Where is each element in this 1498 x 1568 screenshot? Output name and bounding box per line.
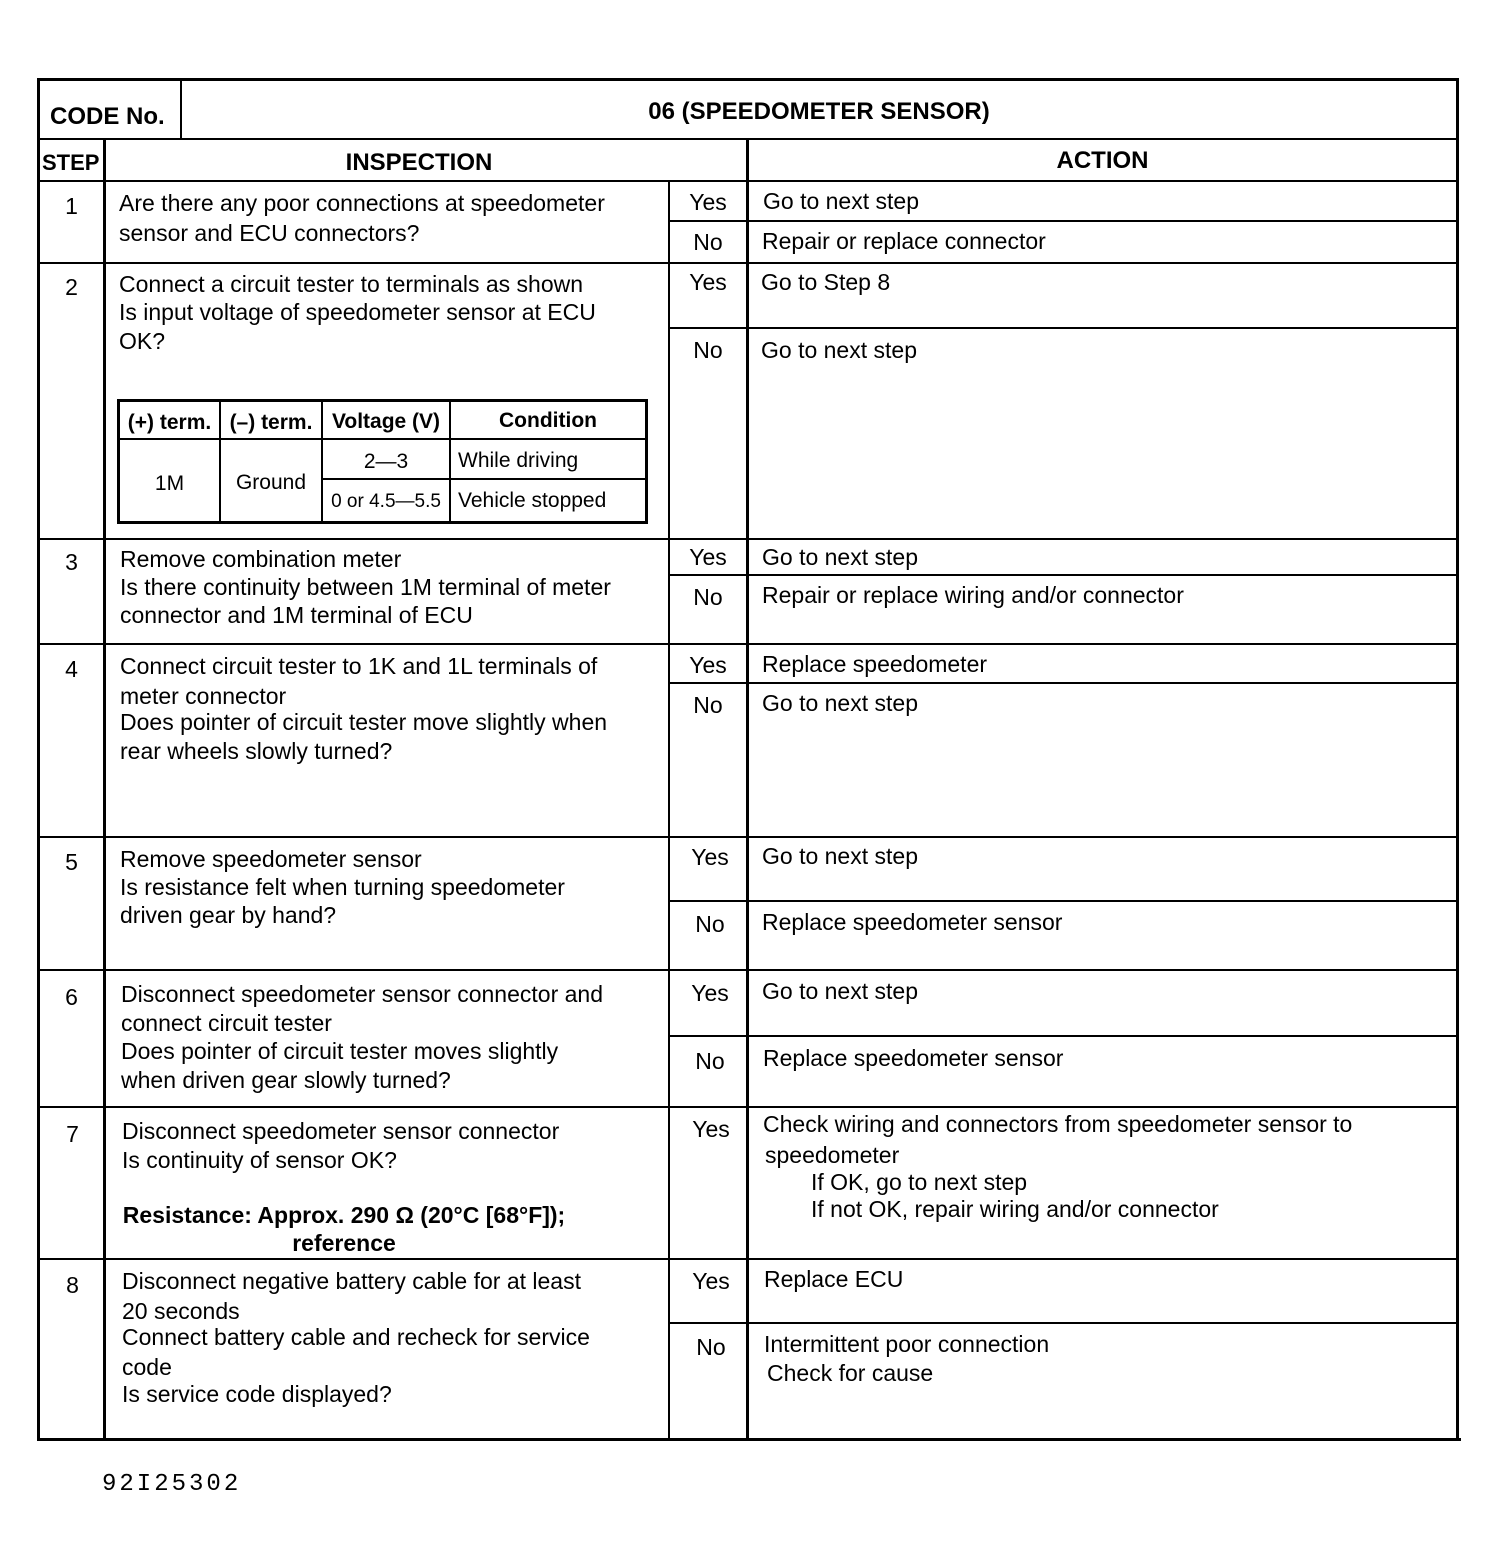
yes-label: Yes (691, 980, 729, 1006)
yes-label: Yes (689, 652, 727, 678)
step-number: 7 (66, 1121, 79, 1147)
table-header-minus: (–) term. (229, 411, 313, 434)
yes-label: Yes (689, 189, 727, 215)
step-header: STEP (42, 150, 100, 175)
no-label: No (693, 337, 723, 363)
inspection-column-line (668, 180, 670, 1439)
step-separator (37, 1106, 1458, 1108)
table-header-condition: Condition (499, 409, 597, 432)
no-action: Replace speedometer sensor (762, 909, 1063, 935)
step-number: 8 (66, 1272, 79, 1298)
yes-label: Yes (692, 1268, 730, 1294)
no-action: Repair or replace wiring and/or connector (762, 582, 1184, 608)
yes-no-separator (669, 1322, 1458, 1324)
table-condition: Vehicle stopped (458, 489, 607, 512)
code-title: 06 (SPEEDOMETER SENSOR) (648, 98, 990, 125)
step-number: 1 (65, 193, 78, 219)
yes-no-separator (669, 574, 1458, 576)
step-separator (37, 262, 1458, 264)
yes-action: Replace speedometer (762, 651, 988, 677)
yes-no-separator (669, 220, 1458, 222)
yes-label: Yes (689, 269, 727, 295)
table-voltage: 0 or 4.5—5.5 (331, 491, 441, 512)
inspection-header: INSPECTION (345, 149, 493, 176)
frame-right (1456, 78, 1459, 1441)
step-separator (37, 1258, 1458, 1260)
no-action: Go to next step (761, 337, 917, 363)
yes-label: Yes (689, 544, 727, 570)
figure-id: 92I25302 (102, 1471, 242, 1498)
step-separator (37, 836, 1458, 838)
no-label: No (693, 229, 723, 255)
step-separator (37, 643, 1458, 645)
no-label: No (695, 1048, 725, 1074)
yes-action: Replace ECU (764, 1266, 904, 1292)
yes-no-separator (669, 900, 1458, 902)
yes-no-separator (669, 327, 1458, 329)
step-number: 4 (65, 656, 78, 682)
yes-action: Go to Step 8 (761, 269, 891, 295)
table-minus-term: Ground (235, 471, 307, 494)
step-number: 2 (65, 274, 78, 300)
step-number: 6 (65, 984, 78, 1010)
table-voltage: 2—3 (363, 450, 409, 473)
yes-label: Yes (691, 844, 729, 870)
table-header-plus: (+) term. (127, 411, 212, 434)
yes-action: Go to next step (762, 544, 918, 570)
table-header-voltage: Voltage (V) (331, 410, 441, 433)
frame-top (37, 78, 1457, 81)
yes-no-separator (669, 1035, 1458, 1037)
yes-action: Go to next step (762, 843, 918, 869)
step-separator (37, 969, 1458, 971)
no-label: No (693, 584, 723, 610)
no-label: No (693, 692, 723, 718)
action-header: ACTION (1056, 147, 1149, 174)
code-number-label: CODE No. (50, 103, 165, 130)
step-number: 3 (65, 549, 78, 575)
yes-action: Go to next step (763, 188, 919, 214)
yes-action: Go to next step (762, 978, 918, 1004)
frame-bottom (39, 1438, 1461, 1441)
step-separator (37, 538, 1458, 540)
action-column-line (746, 139, 749, 1439)
no-action: Repair or replace connector (762, 228, 1046, 254)
step-number: 5 (65, 849, 78, 875)
no-action: Replace speedometer sensor (763, 1045, 1064, 1071)
yes-no-separator (669, 682, 1458, 684)
table-condition: While driving (458, 449, 579, 472)
table-plus-term: 1M (154, 472, 185, 495)
no-action: Go to next step (762, 690, 918, 716)
no-label: No (695, 911, 725, 937)
inspection-chart: CODE No. 06 (SPEEDOMETER SENSOR) STEP INSPECTION ACTION 1 Are there any poor connections at speedometer sensor and ECU connectors? Yes Go to next step No Repair or replace connector 2 Connect a circuit tester to terminals as shown Is input voltage of speedometer sensor at ECU OK? (+) term. (–) term. Voltage (V) Condition 1M Ground 2—3 While driving 0 or 4.5—5.5 Vehicle stopped Yes Go to Step 8 No Go to next step 3 Remove combination meter Is there continuity between 1M terminal of meter connector and 1M terminal of ECU Yes Go to next step No Repair or replace wiring and/or connector 4 Connect circuit tester to 1K and 1L terminals of meter connector Does pointer of circuit tester move slightly when rear wheels slowly turned? Yes Replace speedometer No Go to next step 5 Remove speedometer sensor Is resistance felt when turning speedometer driven gear by hand? Yes Go to next step No Replace speedometer sensor 6 Disconnect speedometer sensor connector and connect circuit tester Does pointer of circuit tester moves slightly when driven gear slowly turned? Yes Go to next step No Replace speedometer sensor 7 Disconnect speedometer sensor connector Is continuity of sensor OK? Resistance: Approx. 290 Ω (20°C [68°F]); reference Yes Check wiring and connectors from speedometer sensor to speedometer If OK, go to next step If not OK, repair wiring and/or connector 8 Disconnect negative battery cable for at least 20 seconds Connect battery cable and recheck for service code Is service code displayed? Yes Replace ECU No Intermittent poor connection Check for cause 92I25302 (0, 0, 1498, 1568)
yes-label: Yes (692, 1116, 730, 1142)
no-label: No (696, 1334, 726, 1360)
